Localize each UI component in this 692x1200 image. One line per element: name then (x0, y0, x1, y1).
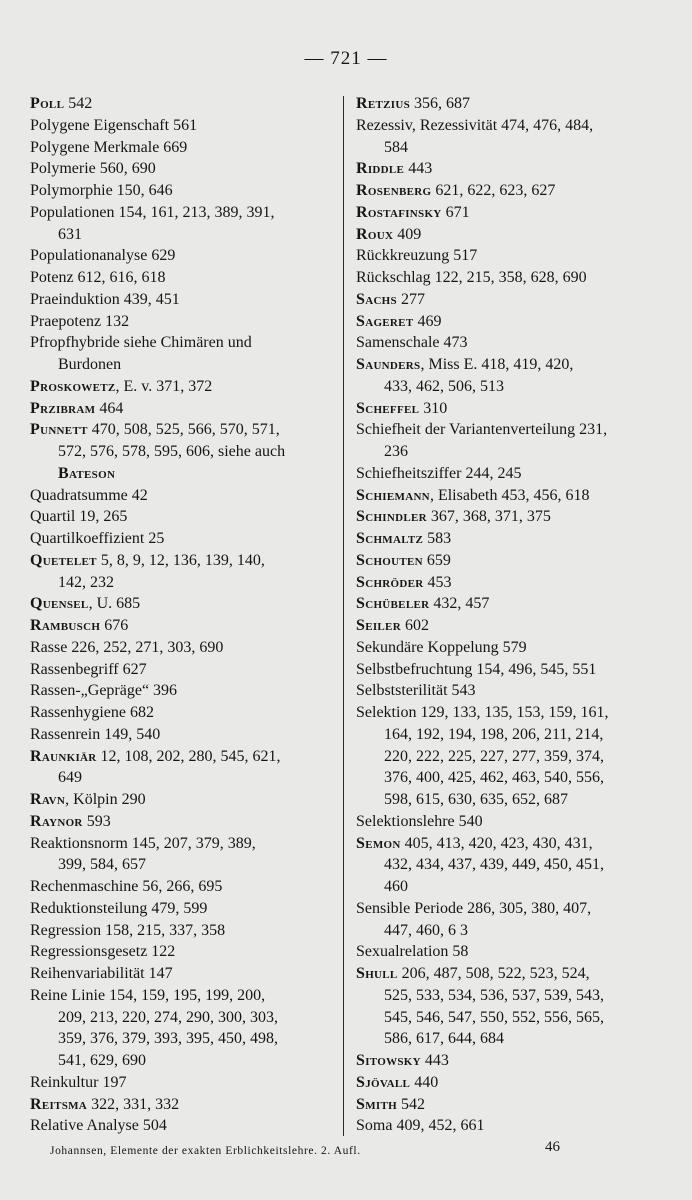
index-entry-continuation: 598, 615, 630, 635, 652, 687 (384, 791, 568, 808)
index-entry (30, 941, 330, 963)
index-entry-line: Poll 542 (30, 95, 93, 112)
index-entry-line: Ravn, Kölpin 290 (30, 791, 146, 808)
index-entry-line: Relative Analyse 504 (30, 1117, 167, 1135)
author-name: Schouten (356, 551, 423, 569)
index-entry (356, 180, 656, 202)
index-entry (356, 637, 656, 659)
index-entry (30, 898, 330, 920)
index-entry (30, 833, 330, 877)
index-entry-line: Polygene Merkmale 669 (30, 138, 188, 156)
index-entry-line: Rückkreuzung 517 (356, 247, 478, 265)
index-entry (30, 202, 330, 246)
index-entry-line: Przibram 464 (30, 399, 124, 417)
author-name: Seiler (356, 617, 401, 634)
index-entry-continuation: 220, 222, 225, 227, 277, 359, 374, (384, 747, 604, 765)
index-entry (30, 528, 330, 550)
index-entry (356, 615, 656, 637)
author-name: Proskowetz (30, 377, 116, 395)
index-entry (356, 158, 656, 180)
index-entry-line: Schindler 367, 368, 371, 375 (356, 508, 551, 526)
author-name: Bateson (58, 464, 116, 482)
index-entry (356, 1115, 656, 1137)
author-name: Sjövall (356, 1073, 411, 1091)
index-entry-line: Sjövall 440 (356, 1073, 439, 1091)
index-entry-continuation: 236 (384, 443, 408, 460)
index-entry-line: Reaktionsnorm 145, 207, 379, 389, (30, 834, 256, 852)
index-entry (356, 463, 656, 485)
index-entry (30, 746, 330, 790)
index-entry-continuation: 525, 533, 534, 536, 537, 539, 543, (384, 986, 604, 1004)
author-name: Schübeler (356, 595, 430, 613)
index-entry (356, 898, 656, 942)
index-entry (30, 615, 330, 637)
index-entry (356, 941, 656, 963)
index-entry (356, 1050, 656, 1072)
index-entry (30, 1072, 330, 1094)
index-entry-line: Schiefheitsziffer 244, 245 (356, 464, 522, 482)
index-entry (356, 1094, 656, 1116)
index-entry-continuation: 359, 376, 379, 393, 395, 450, 498, (58, 1030, 278, 1048)
index-entry-line: Populationen 154, 161, 213, 389, 391, (30, 203, 275, 221)
index-entry (30, 550, 330, 594)
author-name: Punnett (30, 421, 88, 439)
index-entry-line: Retzius 356, 687 (356, 95, 471, 112)
index-entry-line: Rassenhygiene 682 (30, 704, 154, 721)
index-entry (356, 485, 656, 507)
index-entry (356, 963, 656, 1050)
author-name: Raunkiär (30, 747, 97, 765)
index-entry-continuation: 399, 584, 657 (58, 856, 146, 874)
index-entry (356, 833, 656, 898)
index-entry-line: Rezessiv, Rezessivität 474, 476, 484, (356, 116, 594, 134)
index-entry-line: Rambusch 676 (30, 617, 129, 634)
index-entry (30, 506, 330, 528)
page-number: — 721 — (304, 48, 388, 69)
index-entry (30, 1094, 330, 1116)
index-entry (30, 680, 330, 702)
index-entry (356, 550, 656, 572)
index-entry-line: Rückschlag 122, 215, 358, 628, 690 (356, 269, 587, 286)
index-entry (356, 680, 656, 702)
index-entry-line: Praepotenz 132 (30, 312, 130, 330)
index-column-right (356, 93, 656, 1137)
index-entry-line: Quetelet 5, 8, 9, 12, 136, 139, 140, (30, 551, 265, 569)
index-entry-line: Selbststerilität 543 (356, 682, 476, 700)
index-entry (356, 267, 656, 289)
index-entry-line: Rostafinsky 671 (356, 203, 470, 221)
index-entry (356, 811, 656, 833)
author-name: Quetelet (30, 551, 97, 569)
index-entry-line: Rassenrein 149, 540 (30, 725, 161, 743)
index-entry-line: Sachs 277 (356, 290, 425, 308)
index-entry-line: Schübeler 432, 457 (356, 595, 490, 613)
index-entry (30, 659, 330, 681)
index-entry-continuation: 584 (384, 138, 408, 156)
author-name: Shull (356, 965, 398, 982)
index-entry-line: Regressionsgesetz 122 (30, 943, 176, 961)
author-name: Rostafinsky (356, 203, 442, 221)
index-entry (356, 572, 656, 594)
index-entry (356, 659, 656, 681)
index-entry (30, 637, 330, 659)
author-name: Smith (356, 1095, 397, 1113)
index-entry-continuation: 376, 400, 425, 462, 463, 540, 556, (384, 769, 604, 787)
index-entry (30, 963, 330, 985)
index-entry-continuation (30, 463, 330, 485)
index-entry-line: Soma 409, 452, 661 (356, 1117, 485, 1135)
index-entry-continuation: 432, 434, 437, 439, 449, 450, 451, (384, 856, 604, 874)
index-entry-line: Quartil 19, 265 (30, 508, 128, 526)
index-entry-line: Schröder 453 (356, 573, 452, 591)
index-entry (30, 419, 330, 484)
index-entry (30, 485, 330, 507)
index-entry (30, 137, 330, 159)
author-name: Przibram (30, 399, 96, 417)
author-name: Sageret (356, 312, 414, 330)
index-entry (30, 724, 330, 746)
index-entry (30, 811, 330, 833)
index-entry-continuation: Burdonen (58, 356, 122, 373)
index-entry-line: Rechenmaschine 56, 266, 695 (30, 878, 223, 895)
index-entry-line: Polymerie 560, 690 (30, 160, 156, 178)
index-entry (30, 289, 330, 311)
index-entry-line: Reinkultur 197 (30, 1073, 127, 1091)
index-entry (30, 267, 330, 289)
index-entry (30, 115, 330, 137)
index-entry-line: Rosenberg 621, 622, 623, 627 (356, 182, 556, 199)
index-entry (356, 93, 656, 115)
index-entry (30, 311, 330, 333)
index-entry (356, 224, 656, 246)
author-name: Semon (356, 834, 401, 852)
index-entry-continuation: 209, 213, 220, 274, 290, 300, 303, (58, 1008, 278, 1026)
index-entry-line: Smith 542 (356, 1095, 425, 1113)
author-name: Scheffel (356, 399, 420, 417)
index-entry (356, 528, 656, 550)
index-entry (30, 789, 330, 811)
index-column-left (30, 93, 330, 1137)
index-entry-line: Schiefheit der Variantenverteilung 231, (356, 421, 608, 439)
index-entry-line: Sageret 469 (356, 312, 442, 330)
index-entry-continuation: 447, 460, 6 3 (384, 921, 468, 939)
author-name: Rambusch (30, 617, 101, 634)
index-entry-line: Raunkiär 12, 108, 202, 280, 545, 621, (30, 747, 281, 765)
author-name: Schiemann (356, 486, 430, 504)
index-entry-continuation: 164, 192, 194, 198, 206, 211, 214, (384, 725, 604, 743)
index-entry-continuation: 649 (58, 769, 82, 787)
index-entry-line: Sexualrelation 58 (356, 943, 469, 961)
index-entry (30, 93, 330, 115)
index-entry-continuation: 586, 617, 644, 684 (384, 1030, 504, 1048)
author-name: Raynor (30, 812, 83, 830)
index-entry-line: Rassen-„Gepräge“ 396 (30, 682, 178, 700)
index-entry-line: Quartilkoeffizient 25 (30, 530, 165, 547)
index-entry-line: Saunders, Miss E. 418, 419, 420, (356, 356, 574, 373)
index-entry-line: Regression 158, 215, 337, 358 (30, 921, 226, 939)
author-name: Rosenberg (356, 182, 432, 199)
index-entry (30, 985, 330, 1072)
index-entry-line: Raynor 593 (30, 812, 111, 830)
index-entry (356, 419, 656, 463)
author-name: Sachs (356, 290, 397, 308)
index-entry-line: Pfropfhybride siehe Chimären und (30, 334, 252, 352)
index-entry-line: Punnett 470, 508, 525, 566, 570, 571, (30, 421, 280, 439)
index-entry (356, 202, 656, 224)
index-entry-line: Schmaltz 583 (356, 530, 452, 547)
index-entry (356, 245, 656, 267)
index-entry-line: Polymorphie 150, 646 (30, 182, 173, 199)
index-entry (30, 593, 330, 615)
index-entry-line: Semon 405, 413, 420, 423, 430, 431, (356, 834, 593, 852)
index-entry-line: Rasse 226, 252, 271, 303, 690 (30, 638, 224, 656)
index-entry-line: Proskowetz, E. v. 371, 372 (30, 377, 213, 395)
index-entry-line: Rassenbegriff 627 (30, 660, 147, 678)
index-entry-continuation: 541, 629, 690 (58, 1052, 146, 1069)
index-entry (356, 506, 656, 528)
index-entry (30, 180, 330, 202)
index-entry (356, 398, 656, 420)
author-name: Roux (356, 225, 394, 243)
author-name: Sitowsky (356, 1052, 421, 1069)
author-name: Riddle (356, 160, 405, 178)
index-entry-line: Selektion 129, 133, 135, 153, 159, 161, (356, 704, 609, 721)
author-name: Reitsma (30, 1095, 88, 1113)
author-name: Poll (30, 95, 65, 112)
author-name: Ravn (30, 791, 66, 808)
index-entry-line: Praeinduktion 439, 451 (30, 290, 180, 308)
index-entry-line: Schouten 659 (356, 551, 451, 569)
index-entry-line: Sitowsky 443 (356, 1052, 449, 1069)
index-entry-line: Sensible Periode 286, 305, 380, 407, (356, 899, 592, 917)
index-entry (30, 376, 330, 398)
index-entry-line: Samenschale 473 (356, 334, 468, 352)
author-name: Schmaltz (356, 530, 424, 547)
author-name: Saunders (356, 356, 421, 373)
index-entry-line: Shull 206, 487, 508, 522, 523, 524, (356, 965, 590, 982)
footer-citation: Johannsen, Elemente der exakten Erblichkeitslehre. 2. Aufl. (50, 1145, 361, 1157)
author-name: Schröder (356, 573, 424, 591)
index-entry-line: Riddle 443 (356, 160, 433, 178)
index-entry-line: Reitsma 322, 331, 332 (30, 1095, 180, 1113)
index-entry-line: Reduktionsteilung 479, 599 (30, 899, 208, 917)
index-entry-line: Polygene Eigenschaft 561 (30, 116, 198, 134)
index-entry (356, 354, 656, 398)
index-entry (356, 289, 656, 311)
index-entry (356, 702, 656, 811)
index-entry-line: Reihenvariabilität 147 (30, 965, 173, 982)
index-entry-continuation: 460 (384, 878, 408, 895)
author-name: Retzius (356, 95, 411, 112)
index-entry-continuation: 631 (58, 225, 82, 243)
index-entry-line: Potenz 612, 616, 618 (30, 269, 166, 286)
index-entry-line: Sekundäre Koppelung 579 (356, 638, 527, 656)
index-entry (30, 158, 330, 180)
column-divider (343, 96, 344, 1136)
index-entry (30, 1115, 330, 1137)
index-entry (30, 332, 330, 376)
index-entry (356, 1072, 656, 1094)
index-entry-continuation: 572, 576, 578, 595, 606, siehe auch (58, 443, 286, 460)
index-entry-line: Seiler 602 (356, 617, 429, 634)
signature-mark: 46 (545, 1139, 560, 1155)
index-entry (356, 332, 656, 354)
index-entry (356, 593, 656, 615)
index-entry (30, 398, 330, 420)
index-entry-line: Roux 409 (356, 225, 422, 243)
index-entry-continuation: 433, 462, 506, 513 (384, 377, 504, 395)
index-entry-line: Schiemann, Elisabeth 453, 456, 618 (356, 486, 590, 504)
index-entry-line: Scheffel 310 (356, 399, 448, 417)
index-entry-continuation: 545, 546, 547, 550, 552, 556, 565, (384, 1008, 604, 1026)
index-entry (30, 702, 330, 724)
index-entry-continuation: 142, 232 (58, 573, 114, 591)
index-entry-line: Quadratsumme 42 (30, 486, 148, 504)
index-entry-line: Reine Linie 154, 159, 195, 199, 200, (30, 986, 266, 1004)
author-name: Schindler (356, 508, 427, 526)
index-entry (356, 311, 656, 333)
index-entry (30, 920, 330, 942)
index-entry (356, 115, 656, 159)
index-entry (30, 876, 330, 898)
index-entry (30, 245, 330, 267)
index-entry-line: Selbstbefruchtung 154, 496, 545, 551 (356, 660, 597, 678)
index-entry-line: Populationanalyse 629 (30, 247, 176, 265)
author-name: Quensel (30, 595, 89, 613)
index-entry-line: Selektionslehre 540 (356, 812, 483, 830)
index-entry-line: Quensel, U. 685 (30, 595, 141, 613)
